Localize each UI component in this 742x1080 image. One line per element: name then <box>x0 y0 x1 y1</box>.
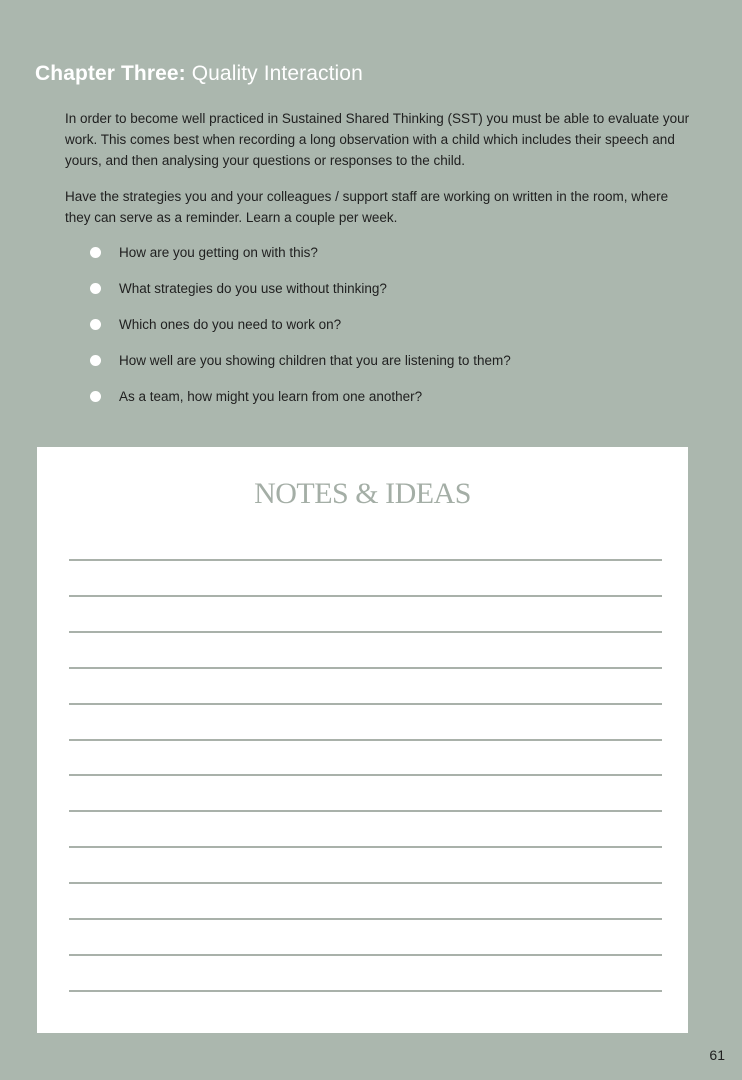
page-number: 61 <box>709 1047 725 1063</box>
writing-line <box>69 739 662 741</box>
writing-line <box>69 595 662 597</box>
intro-paragraph-1: In order to become well practiced in Sustained Shared Thinking (SST) you must be able to evaluate your work. This comes best when recording a long observation with a child which includes their speech and yours, and then analysing your questions or responses to the child. <box>65 111 690 168</box>
bullet-dot-icon <box>90 247 101 258</box>
notes-title: NOTES & IDEAS <box>254 477 471 510</box>
question-text: How are you getting on with this? <box>119 245 318 260</box>
bullet-dot-icon <box>90 355 101 366</box>
question-text: What strategies do you use without thinking? <box>119 281 387 296</box>
bullet-dot-icon <box>90 283 101 294</box>
writing-line <box>69 631 662 633</box>
writing-line <box>69 774 662 776</box>
writing-line <box>69 990 662 992</box>
question-text: How well are you showing children that you are listening to them? <box>119 353 511 368</box>
writing-line <box>69 703 662 705</box>
intro-paragraph-2: Have the strategies you and your colleagues / support staff are working on written in the room, where they can serve as a reminder. Learn a couple per week. <box>65 189 669 225</box>
writing-line <box>69 667 662 669</box>
writing-line <box>69 559 662 561</box>
writing-line <box>69 810 662 812</box>
writing-line <box>69 882 662 884</box>
chapter-label: Chapter Three: <box>35 62 186 85</box>
chapter-title: Quality Interaction <box>191 62 363 85</box>
writing-line <box>69 846 662 848</box>
question-text: Which ones do you need to work on? <box>119 317 342 332</box>
bullet-dot-icon <box>90 391 101 402</box>
notes-panel <box>37 447 688 1033</box>
question-text: As a team, how might you learn from one another? <box>119 389 423 404</box>
writing-line <box>69 954 662 956</box>
writing-line <box>69 918 662 920</box>
bullet-dot-icon <box>90 319 101 330</box>
chapter-heading <box>35 60 363 88</box>
